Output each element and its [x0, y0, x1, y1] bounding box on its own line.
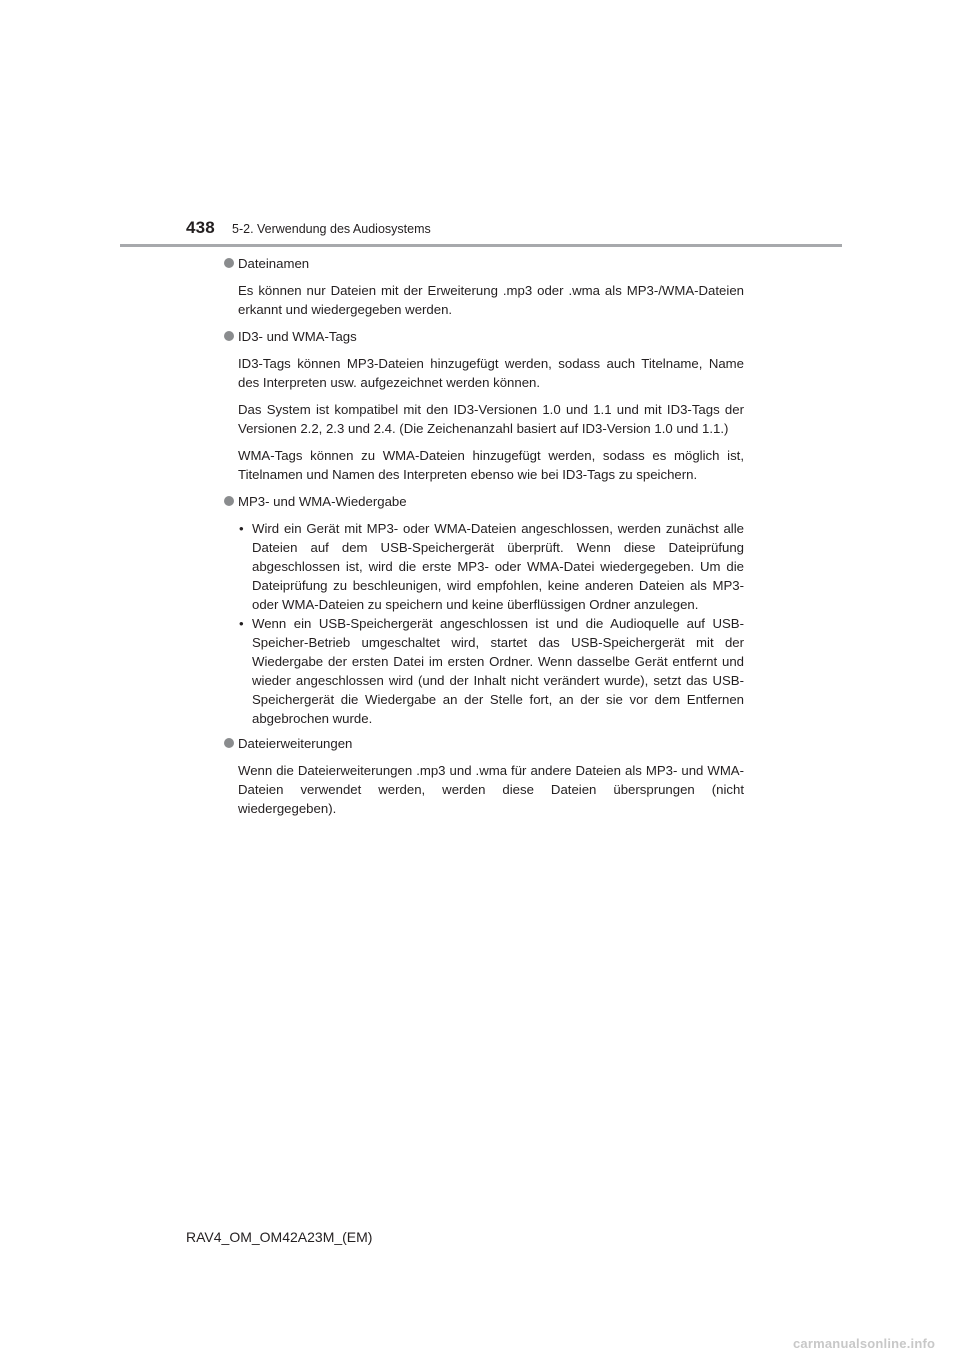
list-item	[238, 614, 744, 728]
list-item-text: Wird ein Gerät mit MP3- oder WMA-Dateien angeschlossen, werden zunächst alle Dateien auf dem USB-Speichergerät überprüft. Wenn diese Dateiprüfung abgeschlossen ist, wird die erste MP3- oder WMA-Datei wiedergegeben. Um die Dateiprüfung zu beschleunigen, wird empfohlen, keine anderen Dateien als MP3- oder WMA-Dateien zu speichern und keine überflüssigen Ordner anzulegen.	[252, 521, 744, 612]
item-heading-text: ID3- und WMA-Tags	[238, 329, 357, 344]
section-title: 5-2. Verwendung des Audiosystems	[232, 222, 431, 236]
main-content	[224, 254, 744, 826]
circle-bullet-icon	[224, 738, 234, 748]
paragraph: ID3-Tags können MP3-Dateien hinzugefügt werden, sodass auch Titelname, Name des Interpreten usw. aufgezeichnet werden können.	[238, 356, 744, 390]
item-dateinamen	[224, 254, 744, 319]
paragraph: Wenn die Dateierweiterungen .mp3 und .wma für andere Dateien als MP3- und WMA-Dateien verwendet werden, werden diese Dateien übersprungen (nicht wiedergegeben).	[238, 763, 744, 816]
paragraph: Das System ist kompatibel mit den ID3-Versionen 1.0 und 1.1 und mit ID3-Tags der Versionen 2.2, 2.3 und 2.4. (Die Zeichenanzahl basiert auf ID3-Version 1.0 und 1.1.)	[238, 402, 744, 436]
header-rule	[120, 244, 842, 247]
item-heading-text: MP3- und WMA-Wiedergabe	[238, 494, 407, 509]
item-dateierweiterungen	[224, 734, 744, 818]
circle-bullet-icon	[224, 331, 234, 341]
watermark-link[interactable]: carmanualsonline.info	[793, 1336, 936, 1351]
circle-bullet-icon	[224, 258, 234, 268]
list-item-text: Wenn ein USB-Speichergerät angeschlossen ist und die Audioquelle auf USB-Speicher-Betrieb umgeschaltet wird, startet das USB-Speichergerät mit der Wiedergabe der ersten Datei im ersten Ordner. Wenn dasselbe Gerät entfernt und wieder angeschlossen wird (und der Inhalt nicht verändert wurde), setzt das USB-Speichergerät die Wiedergabe an der Stelle fort, an der sie vor dem Entfernen abgebrochen wurde.	[252, 616, 744, 726]
document-code: RAV4_OM_OM42A23M_(EM)	[186, 1229, 373, 1245]
item-heading-text: Dateierweiterungen	[238, 736, 353, 751]
dot-bullet-icon: •	[239, 616, 244, 631]
page-number: 438	[186, 218, 215, 237]
paragraph: WMA-Tags können zu WMA-Dateien hinzugefügt werden, sodass es möglich ist, Titelnamen und Namen des Interpreten ebenso wie bei ID3-Tags zu speichern.	[238, 448, 744, 482]
list-item	[238, 519, 744, 614]
circle-bullet-icon	[224, 496, 234, 506]
item-id3-wma-tags	[224, 327, 744, 484]
item-heading-text: Dateinamen	[238, 256, 310, 271]
sub-bullet-list	[238, 519, 744, 728]
dot-bullet-icon: •	[239, 521, 244, 536]
item-mp3-wma-wiedergabe	[224, 492, 744, 728]
paragraph: Es können nur Dateien mit der Erweiterung .mp3 oder .wma als MP3-/WMA-Dateien erkannt und wiedergegeben werden.	[238, 283, 744, 317]
